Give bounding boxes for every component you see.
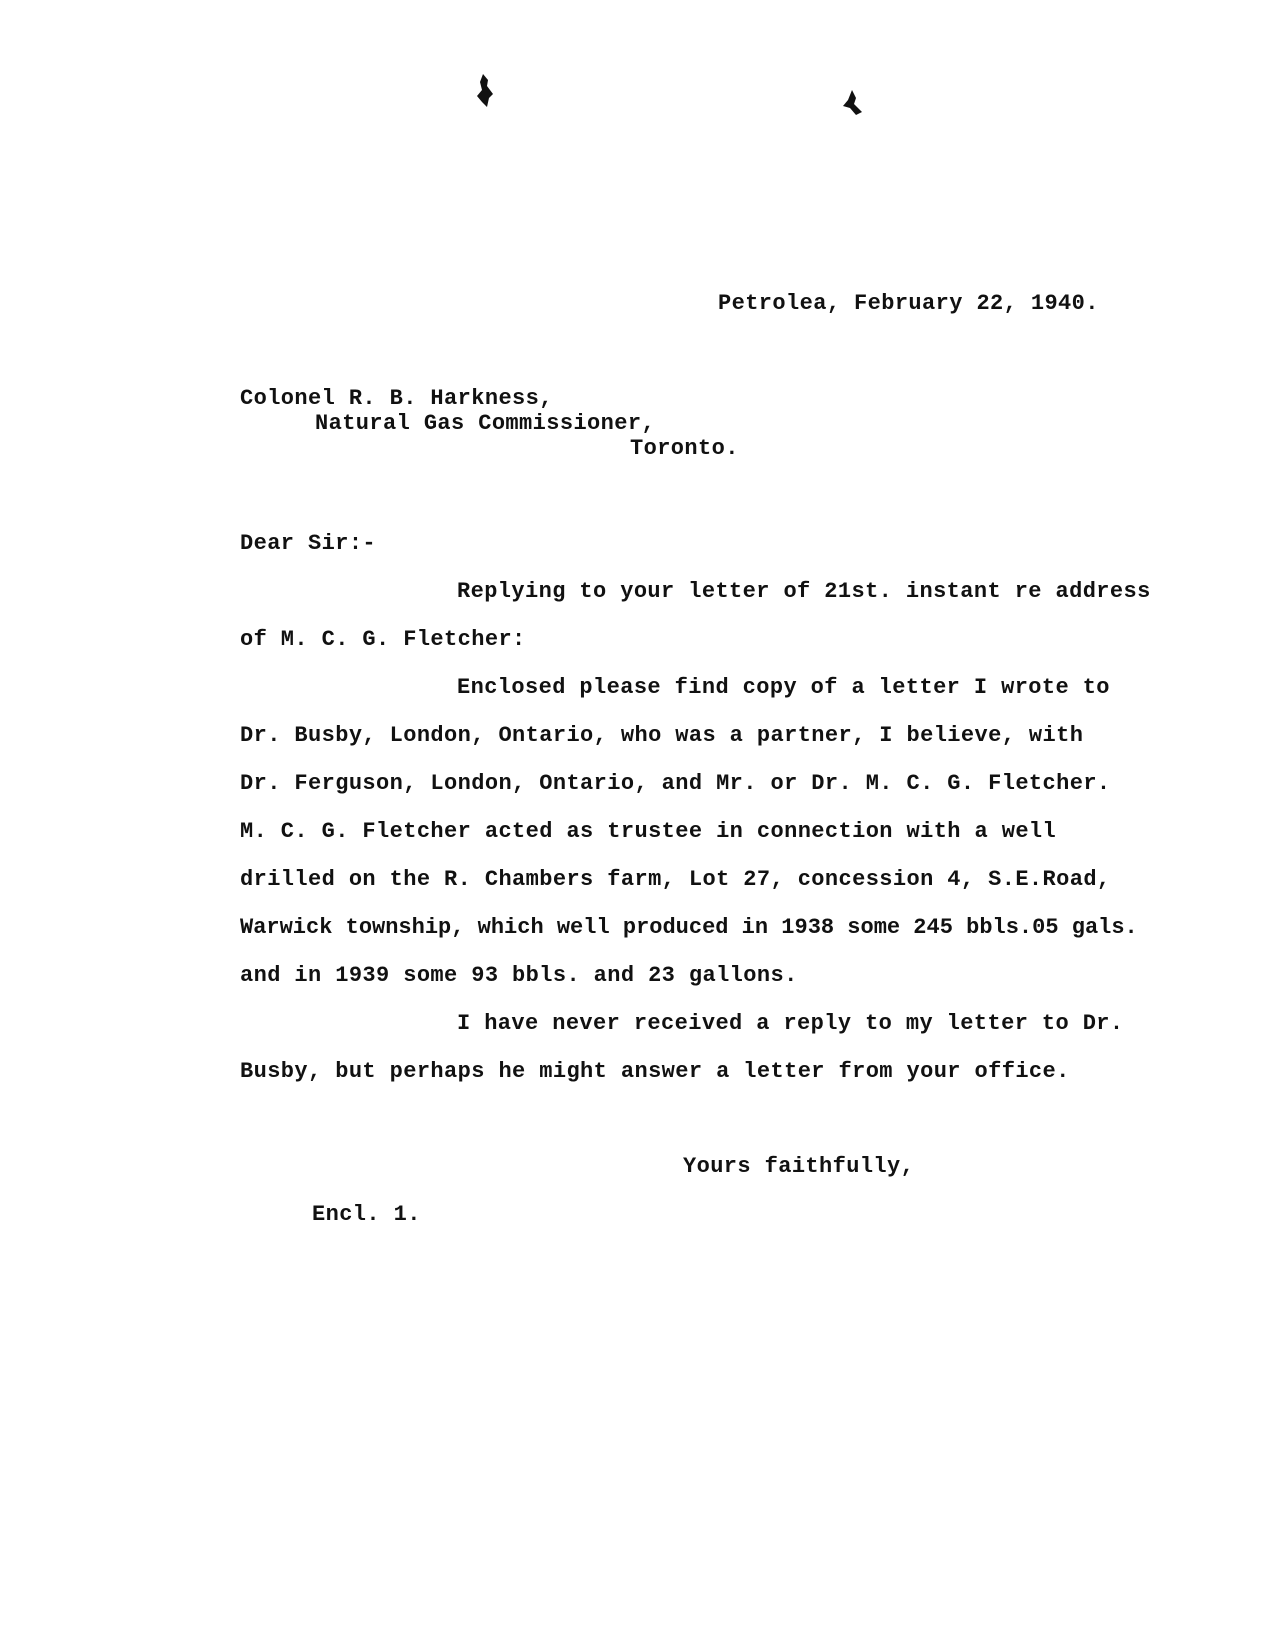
body-line: of M. C. G. Fletcher:	[240, 627, 526, 652]
ink-mark-right	[840, 90, 864, 116]
address-city: Toronto.	[630, 436, 739, 461]
enclosure-note: Encl. 1.	[312, 1202, 421, 1227]
body-line: Dr. Ferguson, London, Ontario, and Mr. or Dr. M. C. G. Fletcher.	[240, 771, 1111, 796]
body-line: Busby, but perhaps he might answer a letter from your office.	[240, 1059, 1070, 1084]
body-line: drilled on the R. Chambers farm, Lot 27, concession 4, S.E.Road,	[240, 867, 1111, 892]
body-line: Warwick township, which well produced in 1938 some 245 bbls.05 gals.	[240, 915, 1138, 940]
closing: Yours faithfully,	[683, 1154, 915, 1179]
body-line: Replying to your letter of 21st. instant re address	[457, 579, 1151, 604]
salutation: Dear Sir:-	[240, 531, 377, 556]
address-title: Natural Gas Commissioner,	[315, 411, 656, 436]
body-line: and in 1939 some 93 bbls. and 23 gallons.	[240, 963, 798, 988]
dateline: Petrolea, February 22, 1940.	[718, 291, 1099, 316]
body-line: Enclosed please find copy of a letter I wrote to	[457, 675, 1110, 700]
body-line: Dr. Busby, London, Ontario, who was a partner, I believe, with	[240, 723, 1084, 748]
address-name: Colonel R. B. Harkness,	[240, 386, 553, 411]
body-line: M. C. G. Fletcher acted as trustee in connection with a well	[240, 819, 1057, 844]
body-line: I have never received a reply to my letter to Dr.	[457, 1011, 1124, 1036]
ink-mark-left	[474, 74, 496, 108]
